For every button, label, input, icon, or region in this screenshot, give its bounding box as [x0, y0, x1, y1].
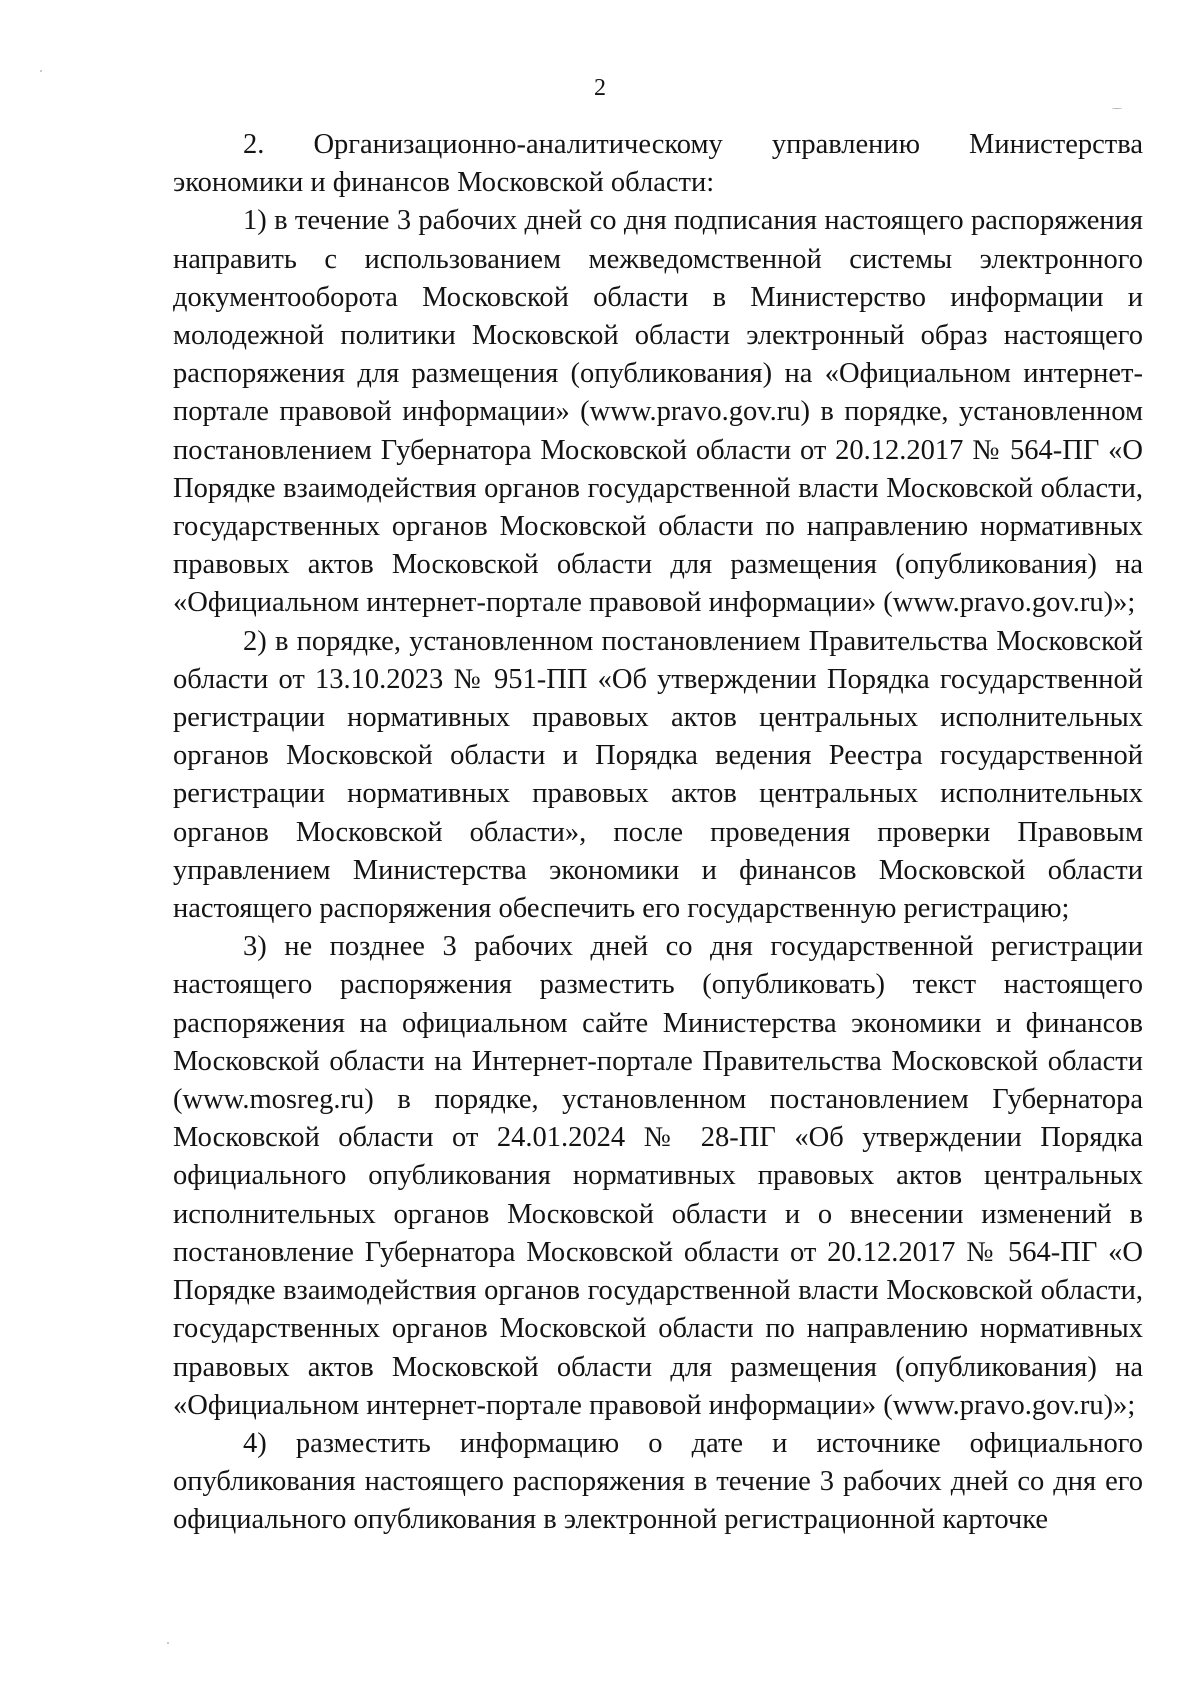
paragraph-item-4: 4) разместить информацию о дате и источнике официального опубликования настоящего распоряжения в течение 3 рабочих дней со дня его официального опубликования в электронной регистрационной карточке: [173, 1427, 1143, 1536]
scan-speck: [40, 70, 42, 72]
page-number: 2: [594, 75, 606, 101]
document-body: [173, 126, 1143, 1540]
scan-speck: [167, 1642, 169, 1644]
paragraph-item-1: 1) в течение 3 рабочих дней со дня подписания настоящего распоряжения направить с использованием межведомственной системы электронного документооборота Московской области в Министерство информации и молодежной политики Московской области электронный образ настоящего распоряжения для размещения (опубликования) на «Официальном интернет-портале правовой информации» (www.pravo.gov.ru) в порядке, установленном постановлением Губернатора Московской области от 20.12.2017 № 564-ПГ «О Порядке взаимодействия органов государственной власти Московской области, государственных органов Московской области по направлению нормативных правовых актов Московской области для размещения (опубликования) на «Официальном интернет-портале правовой информации» (www.pravo.gov.ru)»;: [173, 205, 1143, 619]
scan-speck: [1112, 108, 1122, 109]
paragraph-item-3: 3) не позднее 3 рабочих дней со дня государственной регистрации настоящего распоряжения разместить (опубликовать) текст настоящего распоряжения на официальном сайте Министерства экономики и финансов Московской области на Интернет-портале Правительства Московской области (www.mosreg.ru) в порядке, установленном постановлением Губернатора Московской области от 24.01.2024 № 28-ПГ «Об утверждении Порядка официального опубликования нормативных правовых актов центральных исполнительных органов Московской области и о внесении изменений в постановление Губернатора Московской области от 20.12.2017 № 564-ПГ «О Порядке взаимодействия органов государственной власти Московской области, государственных органов Московской области по направлению нормативных правовых актов Московской области для размещения (опубликования) на «Официальном интернет-портале правовой информации» (www.pravo.gov.ru)»;: [173, 931, 1143, 1421]
paragraph-item-2: 2) в порядке, установленном постановлением Правительства Московской области от 13.10.2023 № 951-ПП «Об утверждении Порядка государственной регистрации нормативных правовых актов центральных исполнительных органов Московской области и Порядка ведения Реестра государственной регистрации нормативных правовых актов центральных исполнительных органов Московской области», после проведения проверки Правовым управлением Министерства экономики и финансов Московской области настоящего распоряжения обеспечить его государственную регистрацию;: [173, 625, 1143, 925]
paragraph-section-2: 2. Организационно-аналитическому управлению Министерства экономики и финансов Московской области:: [173, 129, 1143, 199]
